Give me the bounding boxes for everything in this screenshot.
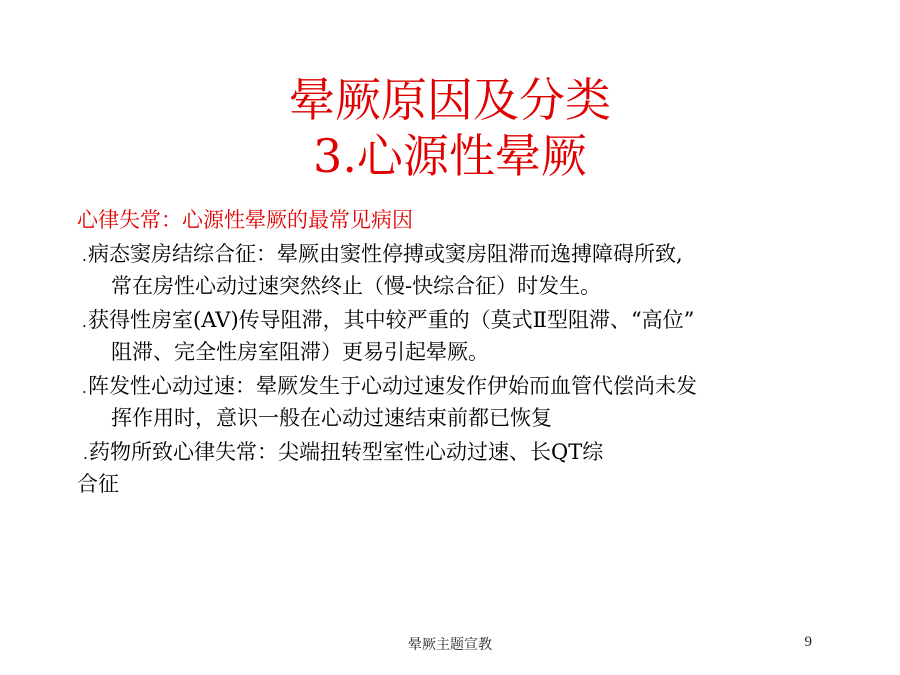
slide-footer: 晕厥主题宣教 — [408, 637, 492, 653]
bullet-marker: . — [82, 313, 87, 331]
slide-title — [0, 72, 900, 184]
slide-title-line1: 晕厥原因及分类 — [289, 73, 611, 127]
bullet-marker: . — [82, 379, 87, 397]
bullet-marker: . — [83, 445, 88, 463]
bullet-line-first — [82, 239, 837, 271]
slide-body — [77, 205, 837, 503]
bullet-item — [77, 239, 837, 301]
bullet-line-continued: 挥作用时，意识一般在心动过速结束前都已恢复 — [111, 406, 552, 430]
bullet-text: 药物所致心律失常：尖端扭转型室性心动过速、长QT综 — [89, 440, 604, 464]
bullet-text: 获得性房室(AV)传导阻滞，其中较严重的（莫式Ⅱ型阻滞、“高位” — [88, 308, 695, 332]
bullet-text: 病态窦房结综合征：晕厥由窦性停搏或窦房阻滞而逸搏障碍所致, — [88, 242, 683, 266]
page-number: 9 — [804, 634, 812, 650]
bullet-item — [77, 305, 837, 367]
bullet-line-continued: 合征 — [77, 472, 119, 496]
bullet-item — [77, 371, 837, 433]
bullet-line-first — [82, 371, 837, 403]
bullet-text: 阵发性心动过速：晕厥发生于心动过速发作伊始而血管代偿尚未发 — [88, 374, 697, 398]
bullet-line-continued: 阻滞、完全性房室阻滞）更易引起晕厥。 — [111, 340, 489, 364]
bullet-line-first — [77, 437, 837, 469]
bullet-line-first — [82, 305, 837, 337]
bullet-marker: . — [82, 247, 87, 265]
slide-title-line2: 3.心源性晕厥 — [313, 129, 587, 183]
bullet-line-continued: 常在房性心动过速突然终止（慢-快综合征）时发生。 — [111, 274, 602, 298]
section-subheading: 心律失常：心源性晕厥的最常见病因 — [77, 208, 413, 232]
bullet-item — [77, 437, 837, 499]
